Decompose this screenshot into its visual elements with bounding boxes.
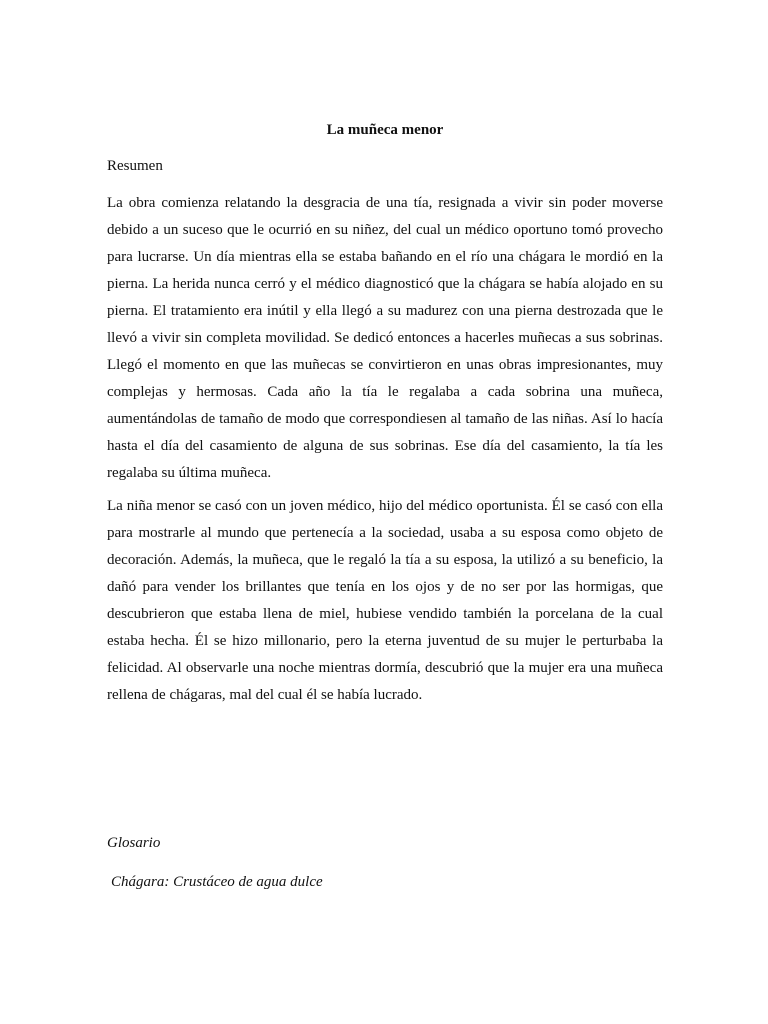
glossary-entry: Chágara: Crustáceo de agua dulce xyxy=(111,874,323,890)
section-label-resumen: Resumen xyxy=(107,158,163,174)
document-title: La muñeca menor xyxy=(326,122,444,138)
glossary-heading: Glosario xyxy=(107,835,161,851)
summary-paragraph-1: La obra comienza relatando la desgracia de una tía, resignada a vivir sin poder moverse debido a un suceso que le ocurrió en su niñez, del cual un médico oportuno tomó provecho para lucrarse. Un día mientras ella se estaba bañando en el río una chágara le mordió en la pierna. La herida nunca cerró y el médico diagnosticó que la chágara se había alojado en su pierna. El tratamiento era inútil y ella llegó a su madurez con una pierna destrozada que le llevó a vivir sin completa movilidad. Se dedicó entonces a hacerles muñecas a sus sobrinas. Llegó el momento en que las muñecas se convirtieron en unas obras impresionantes, muy complejas y hermosas. Cada año la tía le regalaba a cada sobrina una muñeca, aumentándolas de tamaño de modo que correspondiesen al tamaño de las niñas. Así lo hacía hasta el día del casamiento de alguna de sus sobrinas. Ese día del casamiento, la tía les regalaba su última muñeca. xyxy=(107,195,663,481)
summary-paragraph-2: La niña menor se casó con un joven médico, hijo del médico oportunista. Él se casó con ella para mostrarle al mundo que pertenecía a la sociedad, usaba a su esposa como objeto de decoración. Además, la muñeca, que le regaló la tía a su esposa, la utilizó a su beneficio, la dañó para vender los brillantes que tenía en los ojos y de no ser por las hormigas, que descubrieron que estaba llena de miel, hubiese vendido también la porcelana de la cual estaba hecha. Él se hizo millonario, pero la eterna juventud de su mujer le perturbaba la felicidad. Al observarle una noche mientras dormía, descubrió que la mujer era una muñeca rellena de chágaras, mal del cual él se había lucrado. xyxy=(107,498,663,703)
